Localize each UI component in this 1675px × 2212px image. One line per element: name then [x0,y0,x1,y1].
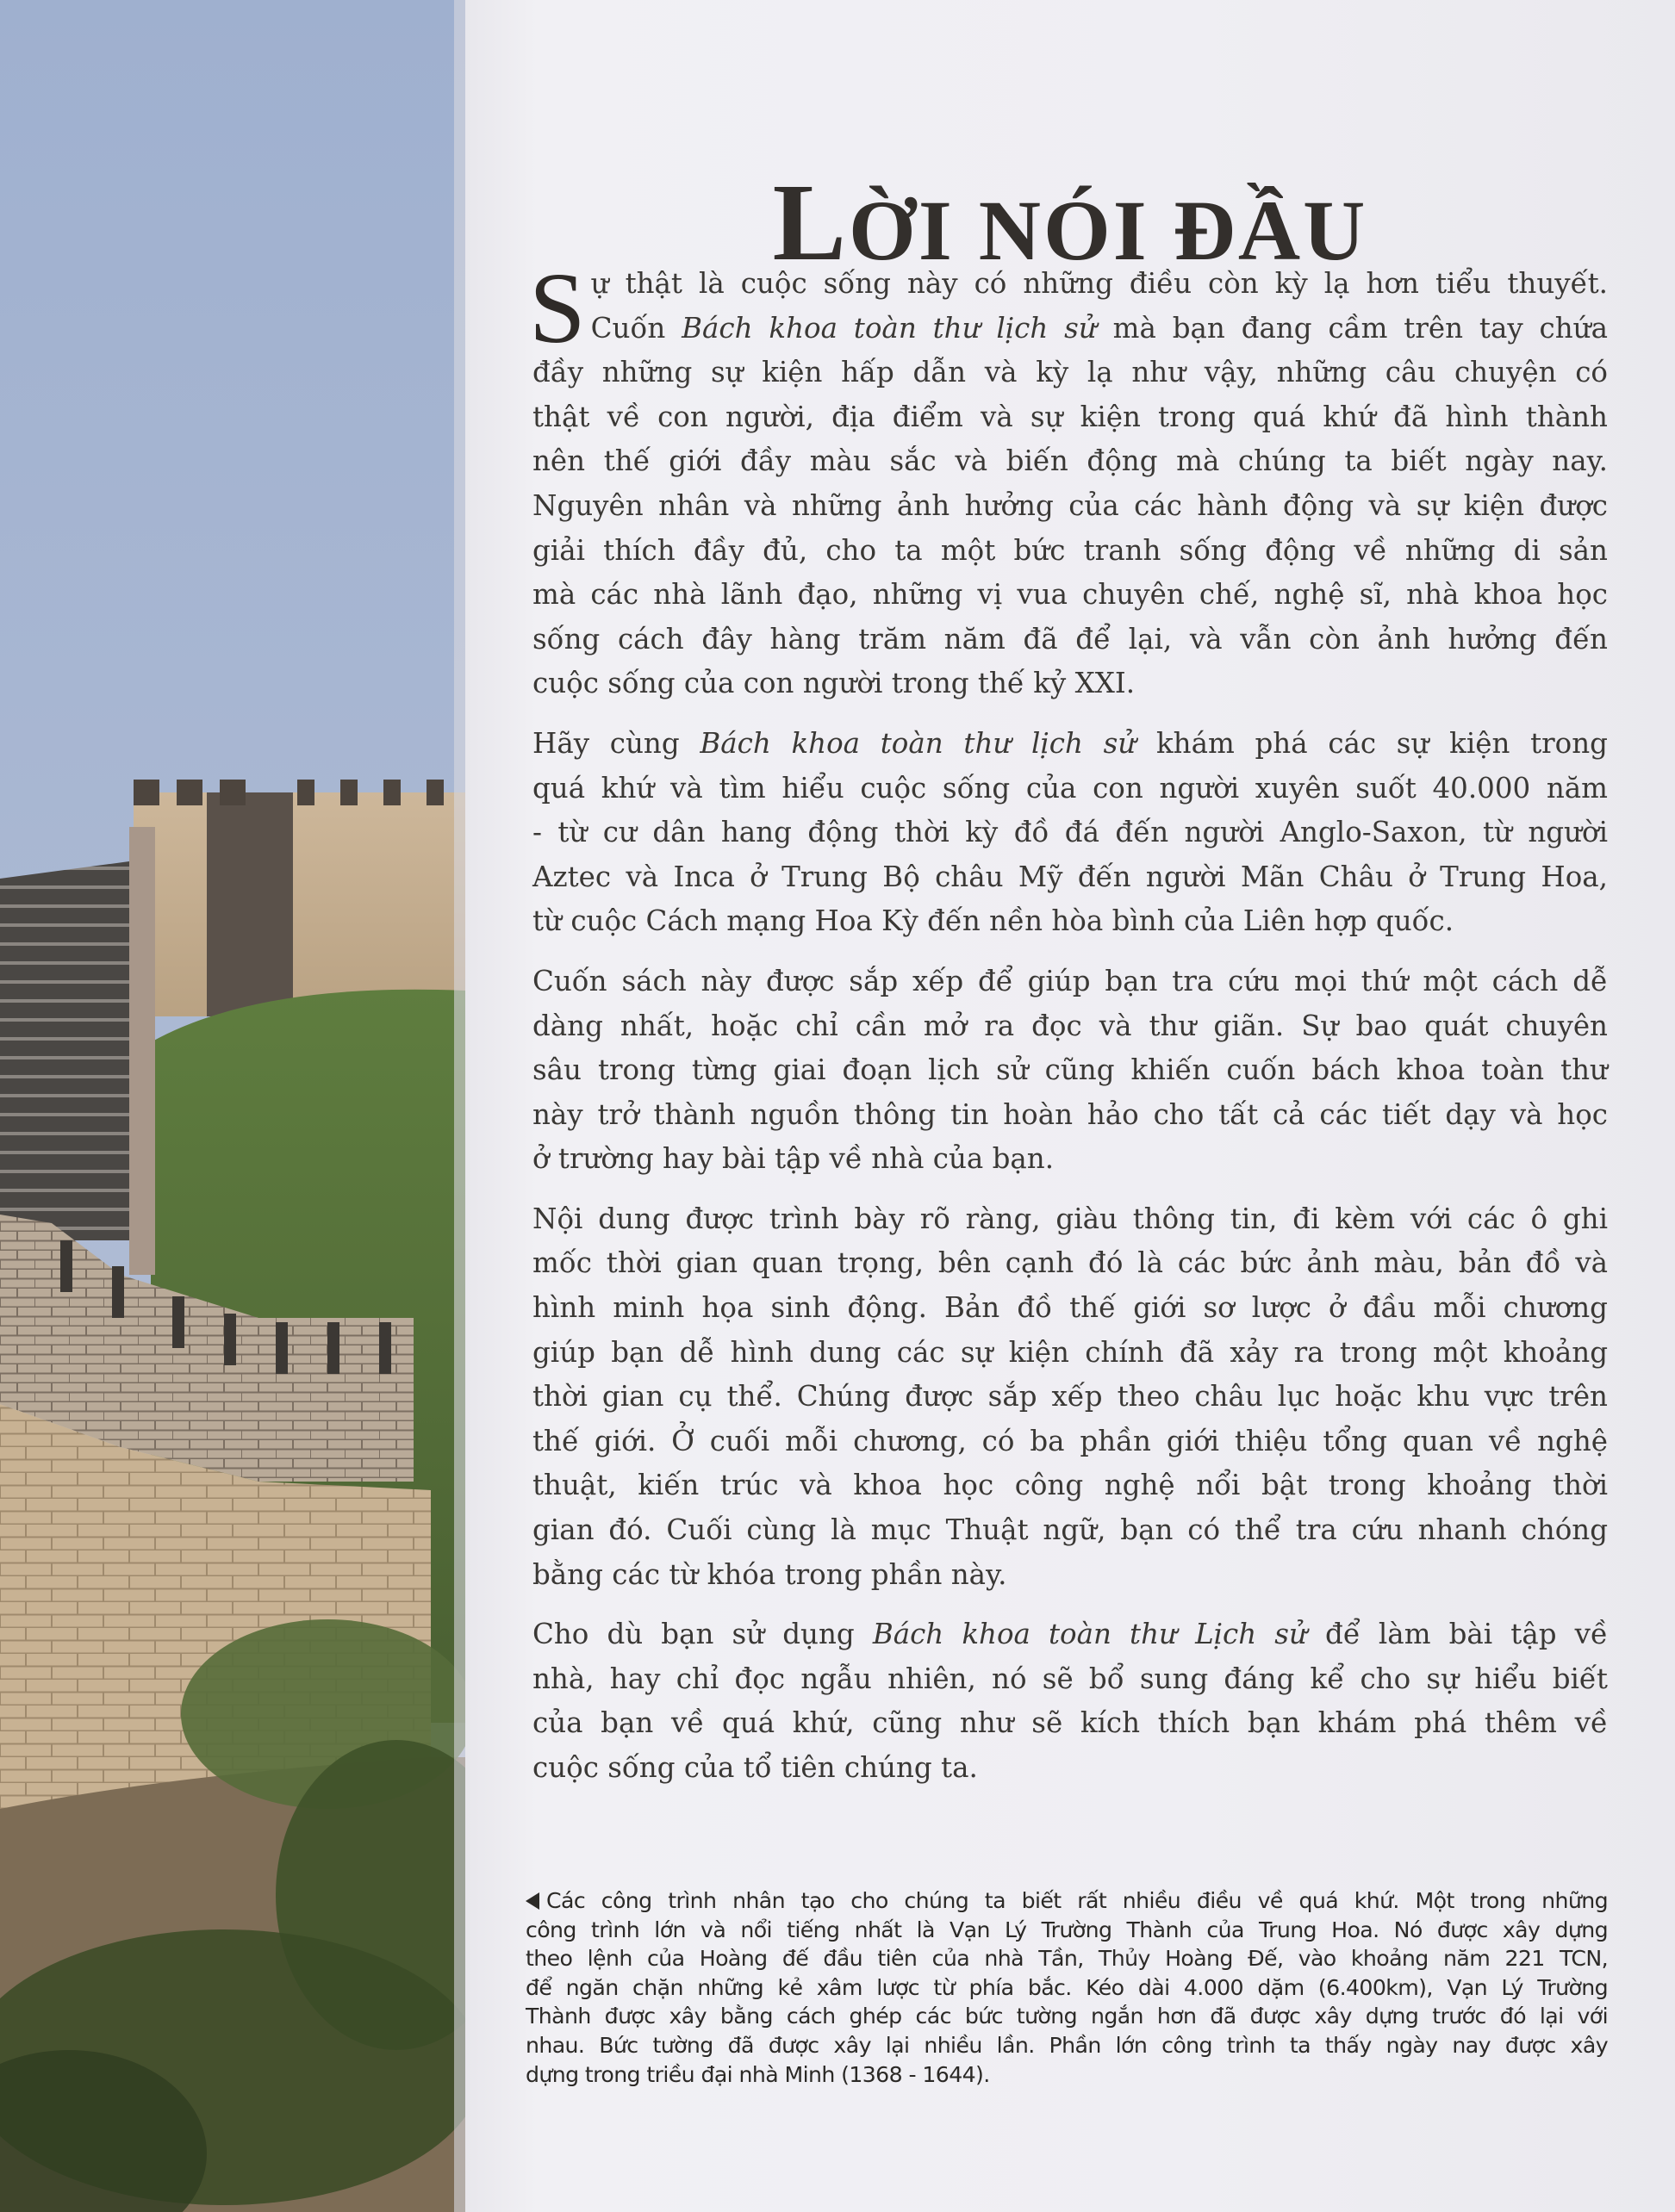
text-line: Nội dung được trình bày rõ ràng, giàu thông tin, đi kèm với các ô ghi [532,1202,1608,1235]
text-line: giúp bạn dễ hình dung các sự kiện chính đã xảy ra trong một khoảng [532,1335,1608,1369]
paragraph [532,960,1608,1182]
text-line: của bạn về quá khứ, cũng như sẽ kích thích bạn khám phá thêm về [532,1706,1608,1740]
text-line: Aztec và Inca ở Trung Bộ châu Mỹ đến người Mãn Châu ở Trung Hoa, [532,860,1608,893]
caption-line: công trình lớn và nổi tiếng nhất là Vạn Lý Trường Thành của Trung Hoa. Nó được xây dựng [526,1917,1608,1942]
caption-line: Các công trình nhân tạo cho chúng ta biết rất nhiều điều về quá khứ. Một trong những [526,1886,1608,1916]
paragraph [529,252,1608,706]
great-wall-photo [0,0,465,2212]
book-title: Bách khoa toàn thư Lịch sử [872,1618,1307,1651]
caption-line: nhau. Bức tường đã được xây lại nhiều lần. Phần lớn công trình ta thấy ngày nay được xây [526,2032,1608,2058]
text-line: hình minh họa sinh động. Bản đồ thế giới sơ lược ở đầu mỗi chương [532,1291,1608,1325]
text-line: Cuốn sách này được sắp xếp để giúp bạn tra cứu mọi thứ một cách dễ [532,964,1608,997]
text-line: Hãy cùng Bách khoa toàn thư lịch sử khám phá các sự kiện trong [532,726,1608,760]
text-line: Nguyên nhân và những ảnh hưởng của các hành động và sự kiện được [532,488,1608,522]
text-line: thế giới. Ở cuối mỗi chương, có ba phần giới thiệu tổng quan về nghệ [532,1424,1608,1457]
left-triangle-icon [526,1892,539,1910]
text-line: mốc thời gian quan trọng, bên cạnh đó là các bức ảnh màu, bản đồ và [532,1246,1608,1280]
caption-line: dựng trong triều đại nhà Minh (1368 - 1644). [526,2061,990,2087]
text-line: thuật, kiến trúc và khoa học công nghệ nổi bật trong khoảng thời [532,1469,1608,1502]
text-line: đầy những sự kiện hấp dẫn và kỳ lạ như vậy, những câu chuyện có [532,356,1608,389]
text-line: gian đó. Cuối cùng là mục Thuật ngữ, bạn có thể tra cứu nhanh chóng [532,1513,1608,1547]
text-line: thật về con người, địa điểm và sự kiện trong quá khứ đã hình thành [532,400,1608,433]
preface-page [465,0,1675,2212]
title-first-letter: L [772,161,850,283]
title-rest: ỜI NÓI ĐẦU [849,183,1368,278]
text-line: ở trường hay bài tập về nhà của bạn. [532,1142,1055,1176]
text-line: này trở thành nguồn thông tin hoàn hảo cho tất cả các tiết dạy và học [532,1097,1608,1131]
text-line: dàng nhất, hoặc chỉ cần mở ra đọc và thư giãn. Sự bao quát chuyên [532,1009,1608,1042]
text-line: - từ cư dân hang động thời kỳ đồ đá đến người Anglo-Saxon, từ người [532,816,1608,849]
text-line: cuộc sống của con người trong thế kỷ XXI. [532,667,1136,700]
text-line: mà các nhà lãnh đạo, những vị vua chuyên chế, nghệ sĩ, nhà khoa học [532,578,1608,612]
text-line: quá khứ và tìm hiểu cuộc sống của con người xuyên suốt 40.000 năm [532,771,1608,805]
text-line: sống cách đây hàng trăm năm đã để lại, và vẫn còn ảnh hưởng đến [532,622,1608,656]
text-line: cuộc sống của tổ tiên chúng ta. [532,1751,978,1784]
text-line: giải thích đầy đủ, cho ta một bức tranh sống động về những di sản [532,533,1608,567]
text-line: ự thật là cuộc sống này có những điều còn kỳ lạ hơn tiểu thuyết. [590,267,1608,300]
book-title: Bách khoa toàn thư lịch sử [700,726,1136,760]
preface-body [529,252,1608,1806]
text-line: Cuốn Bách khoa toàn thư lịch sử mà bạn đang cầm trên tay chứa [590,311,1608,345]
text-line: sâu trong từng giai đoạn lịch sử cũng khiến cuốn bách khoa toàn thư [532,1053,1608,1087]
paragraph [532,1612,1608,1790]
book-title: Bách khoa toàn thư lịch sử [682,311,1097,345]
text-line: từ cuộc Cách mạng Hoa Kỳ đến nền hòa bình của Liên hợp quốc. [532,904,1454,938]
caption-line: Thành được xây bằng cách ghép các bức tường ngắn hơn đã được xây dựng trước đó lại với [526,2004,1608,2029]
text-line: nhà, hay chỉ đọc ngẫu nhiên, nó sẽ bổ sung đáng kể cho sự hiểu biết [532,1662,1608,1695]
caption-line: theo lệnh của Hoàng đế đầu tiên của nhà Tần, Thủy Hoàng Đế, vào khoảng năm 221 TCN, [526,1946,1608,1972]
text-line: bằng các từ khóa trong phần này. [532,1557,1007,1591]
paragraph [532,722,1608,944]
drop-cap: S [529,252,586,364]
text-line: nên thế giới đầy màu sắc và biến động mà chúng ta biết ngày nay. [532,444,1608,478]
photo-caption [526,1886,1608,2089]
paragraph [532,1197,1608,1597]
text-line: thời gian cụ thể. Chúng được sắp xếp theo châu lục hoặc khu vực trên [532,1380,1608,1414]
caption-line: để ngăn chặn những kẻ xâm lược từ phía bắc. Kéo dài 4.000 dặm (6.400km), Vạn Lý Trường [526,1974,1608,2000]
text-line: Cho dù bạn sử dụng Bách khoa toàn thư Lịch sử để làm bài tập về [532,1618,1608,1651]
